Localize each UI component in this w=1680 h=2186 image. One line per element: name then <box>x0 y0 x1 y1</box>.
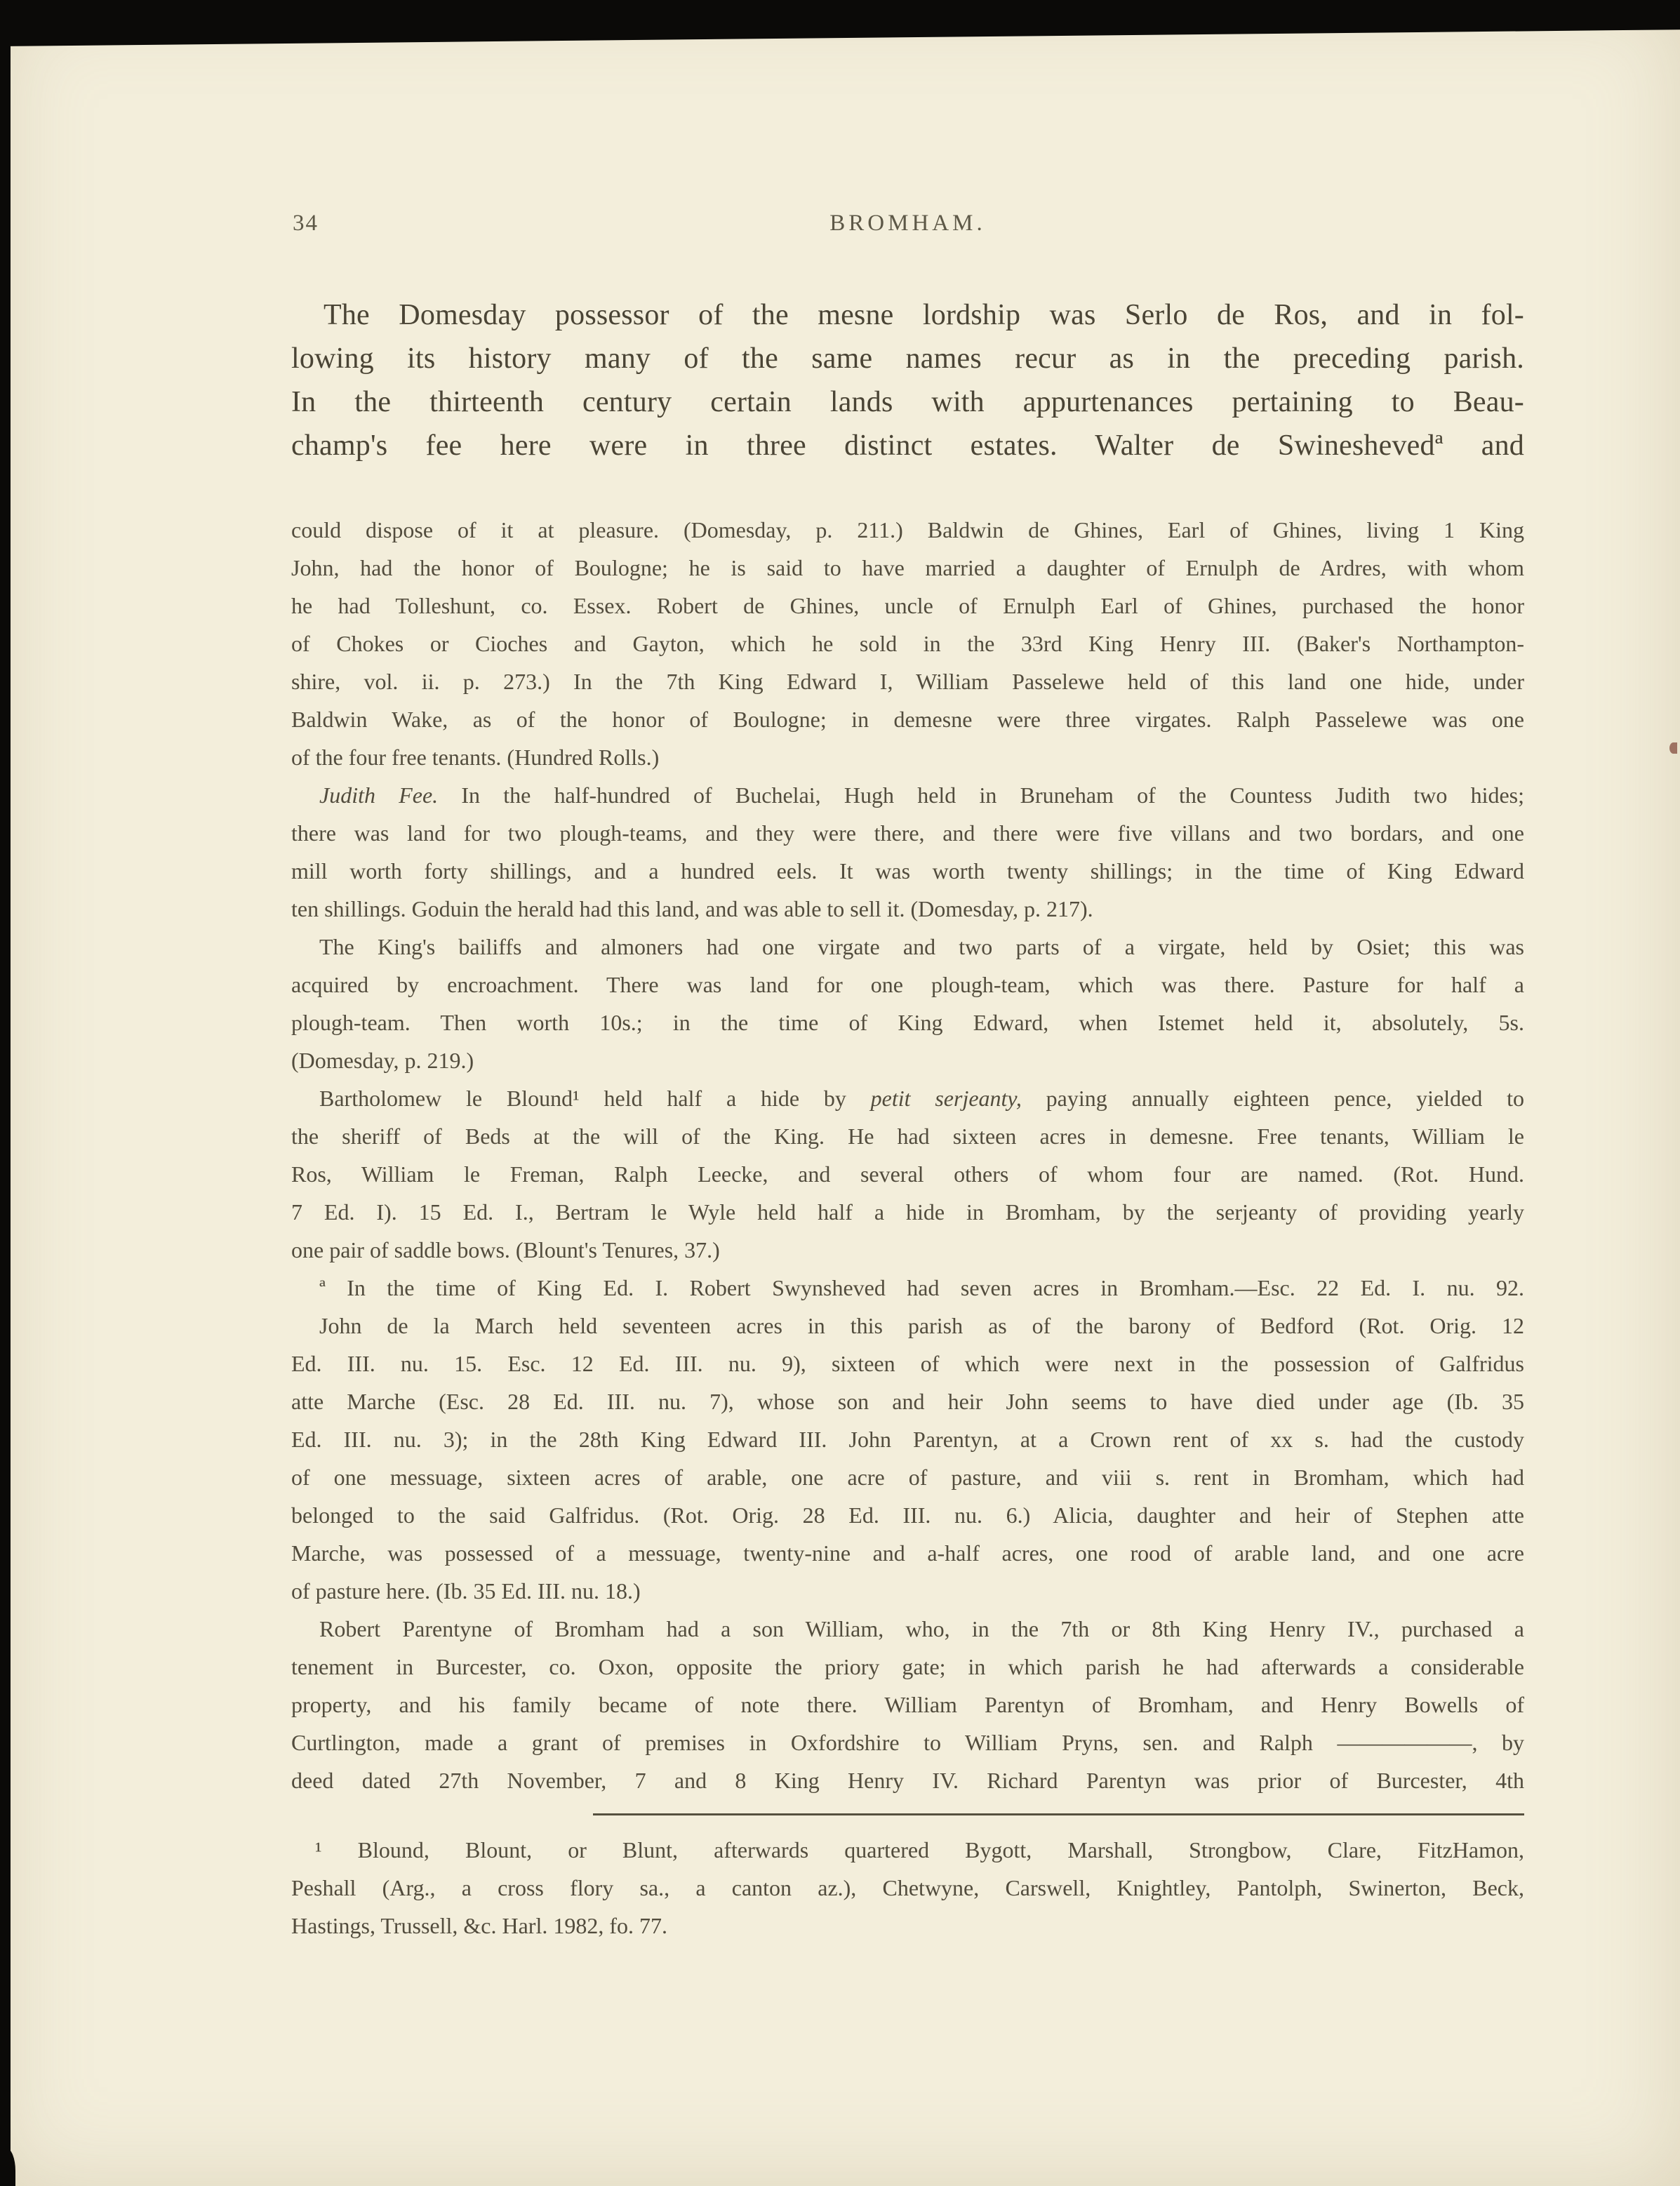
note-paragraph-2: Judith Fee. In the half-hundred of Buchelai, Hugh held in Bruneham of the Countess Judith two hides; there was land for two plough-teams, and they were there, and there were five villans and two bordars, and one mill worth forty shillings, and a hundred eels. It was worth twenty shillings; in the time of King Edward ten shillings. Goduin the herald had this land, and was able to sell it. (Domesday, p. 217). <box>291 782 1524 921</box>
notes-section <box>291 511 1524 1799</box>
main-paragraph: The Domesday possessor of the mesne lordship was Serlo de Ros, and in fol- lowing its history many of the same names recur as in the preceding parish. In the thirteenth century certain lands with appurtenances pertaining to Beau- champ's fee here were in three distinct estates. Walter de Swineshevedª and <box>291 299 1524 462</box>
page-number: 34 <box>293 211 319 236</box>
page-edge-mark <box>1669 742 1677 754</box>
running-header: BROMHAM. <box>829 211 986 236</box>
note-paragraph-3: The King's bailiffs and almoners had one virgate and two parts of a virgate, held by Osiet; this was acquired by encroachment. There was land for one plough-team, which was there. Pasture for half a plough-team. Then worth 10s.; in the time of King Edward, when Istemet held it, absolutely, 5s. (Domesday, p. 219.) <box>291 934 1524 1073</box>
footnote-paragraph: ¹ Blound, Blount, or Blunt, afterwards quartered Bygott, Marshall, Strongbow, Clare, FitzHamon, Peshall (Arg., a cross flory sa., a canton az.), Chetwyne, Carswell, Knightley, Pantolph, Swinerton, Beck, Hastings, Trussell, &c. Harl. 1982, fo. 77. <box>291 1837 1524 1938</box>
note-paragraph-6: John de la March held seventeen acres in this parish as of the barony of Bedford (Rot. Orig. 12 Ed. III. nu. 15. Esc. 12 Ed. III. nu. 9), sixteen of which were next in the possession of Galfridus atte Marche (Esc. 28 Ed. III. nu. 7), whose son and heir John seems to have died under age (Ib. 35 Ed. III. nu. 3); in the 28th King Edward III. John Parentyn, at a Crown rent of xx s. had the custody of one messuage, sixteen acres of arable, one acre of pasture, and viii s. rent in Bromham, which had belonged to the said Galfridus. (Rot. Orig. 28 Ed. III. nu. 6.) Alicia, daughter and heir of Stephen atte Marche, was possessed of a messuage, twenty-nine and a-half acres, one rood of arable land, and one acre of pasture here. (Ib. 35 Ed. III. nu. 18.) <box>291 1313 1524 1604</box>
footnote-separator <box>593 1813 1524 1815</box>
page-header <box>291 211 1524 241</box>
scan-edge-top <box>0 0 1680 46</box>
note-paragraph-5: ª In the time of King Ed. I. Robert Swynsheved had seven acres in Bromham.—Esc. 22 Ed. I. nu. 92. <box>319 1275 1524 1300</box>
scan-corner-mark <box>0 2148 15 2186</box>
note-paragraph-4: Bartholomew le Blound¹ held half a hide by petit serjeanty, paying annually eighteen pence, yielded to the sheriff of Beds at the will of the King. He had sixteen acres in demesne. Free tenants, William le Ros, William le Freman, Ralph Leecke, and several others of whom four are named. (Rot. Hund. 7 Ed. I). 15 Ed. I., Bertram le Wyle held half a hide in Bromham, by the serjeanty of providing yearly one pair of saddle bows. (Blount's Tenures, 37.) <box>291 1086 1525 1262</box>
page-content <box>291 211 1524 1945</box>
note-paragraph-1: could dispose of it at pleasure. (Domesday, p. 211.) Baldwin de Ghines, Earl of Ghines, living 1 King John, had the honor of Boulogne; he is said to have married a daughter of Ernulph de Ardres, with whom he had Tolleshunt, co. Essex. Robert de Ghines, uncle of Ernulph Earl of Ghines, purchased the honor of Chokes or Cioches and Gayton, which he sold in the 33rd King Henry III. (Baker's Northampton- shire, vol. ii. p. 273.) In the 7th King Edward I, William Passelewe held of this land one hide, under Baldwin Wake, as of the honor of Boulogne; in demesne were three virgates. Ralph Passelewe was one of the four free tenants. (Hundred Rolls.) <box>291 517 1524 770</box>
note-paragraph-7: Robert Parentyne of Bromham had a son William, who, in the 7th or 8th King Henry IV., purchased a tenement in Burcester, co. Oxon, opposite the priory gate; in which parish he had afterwards a considerable property, and his family became of note there. William Parentyn of Bromham, and Henry Bowells of Curtlington, made a grant of premises in Oxfordshire to William Pryns, sen. and Ralph ——————, by deed dated 27th November, 7 and 8 King Henry IV. Richard Parentyn was prior of Burcester, 4th <box>291 1616 1524 1793</box>
scan-edge-left <box>0 0 11 2186</box>
